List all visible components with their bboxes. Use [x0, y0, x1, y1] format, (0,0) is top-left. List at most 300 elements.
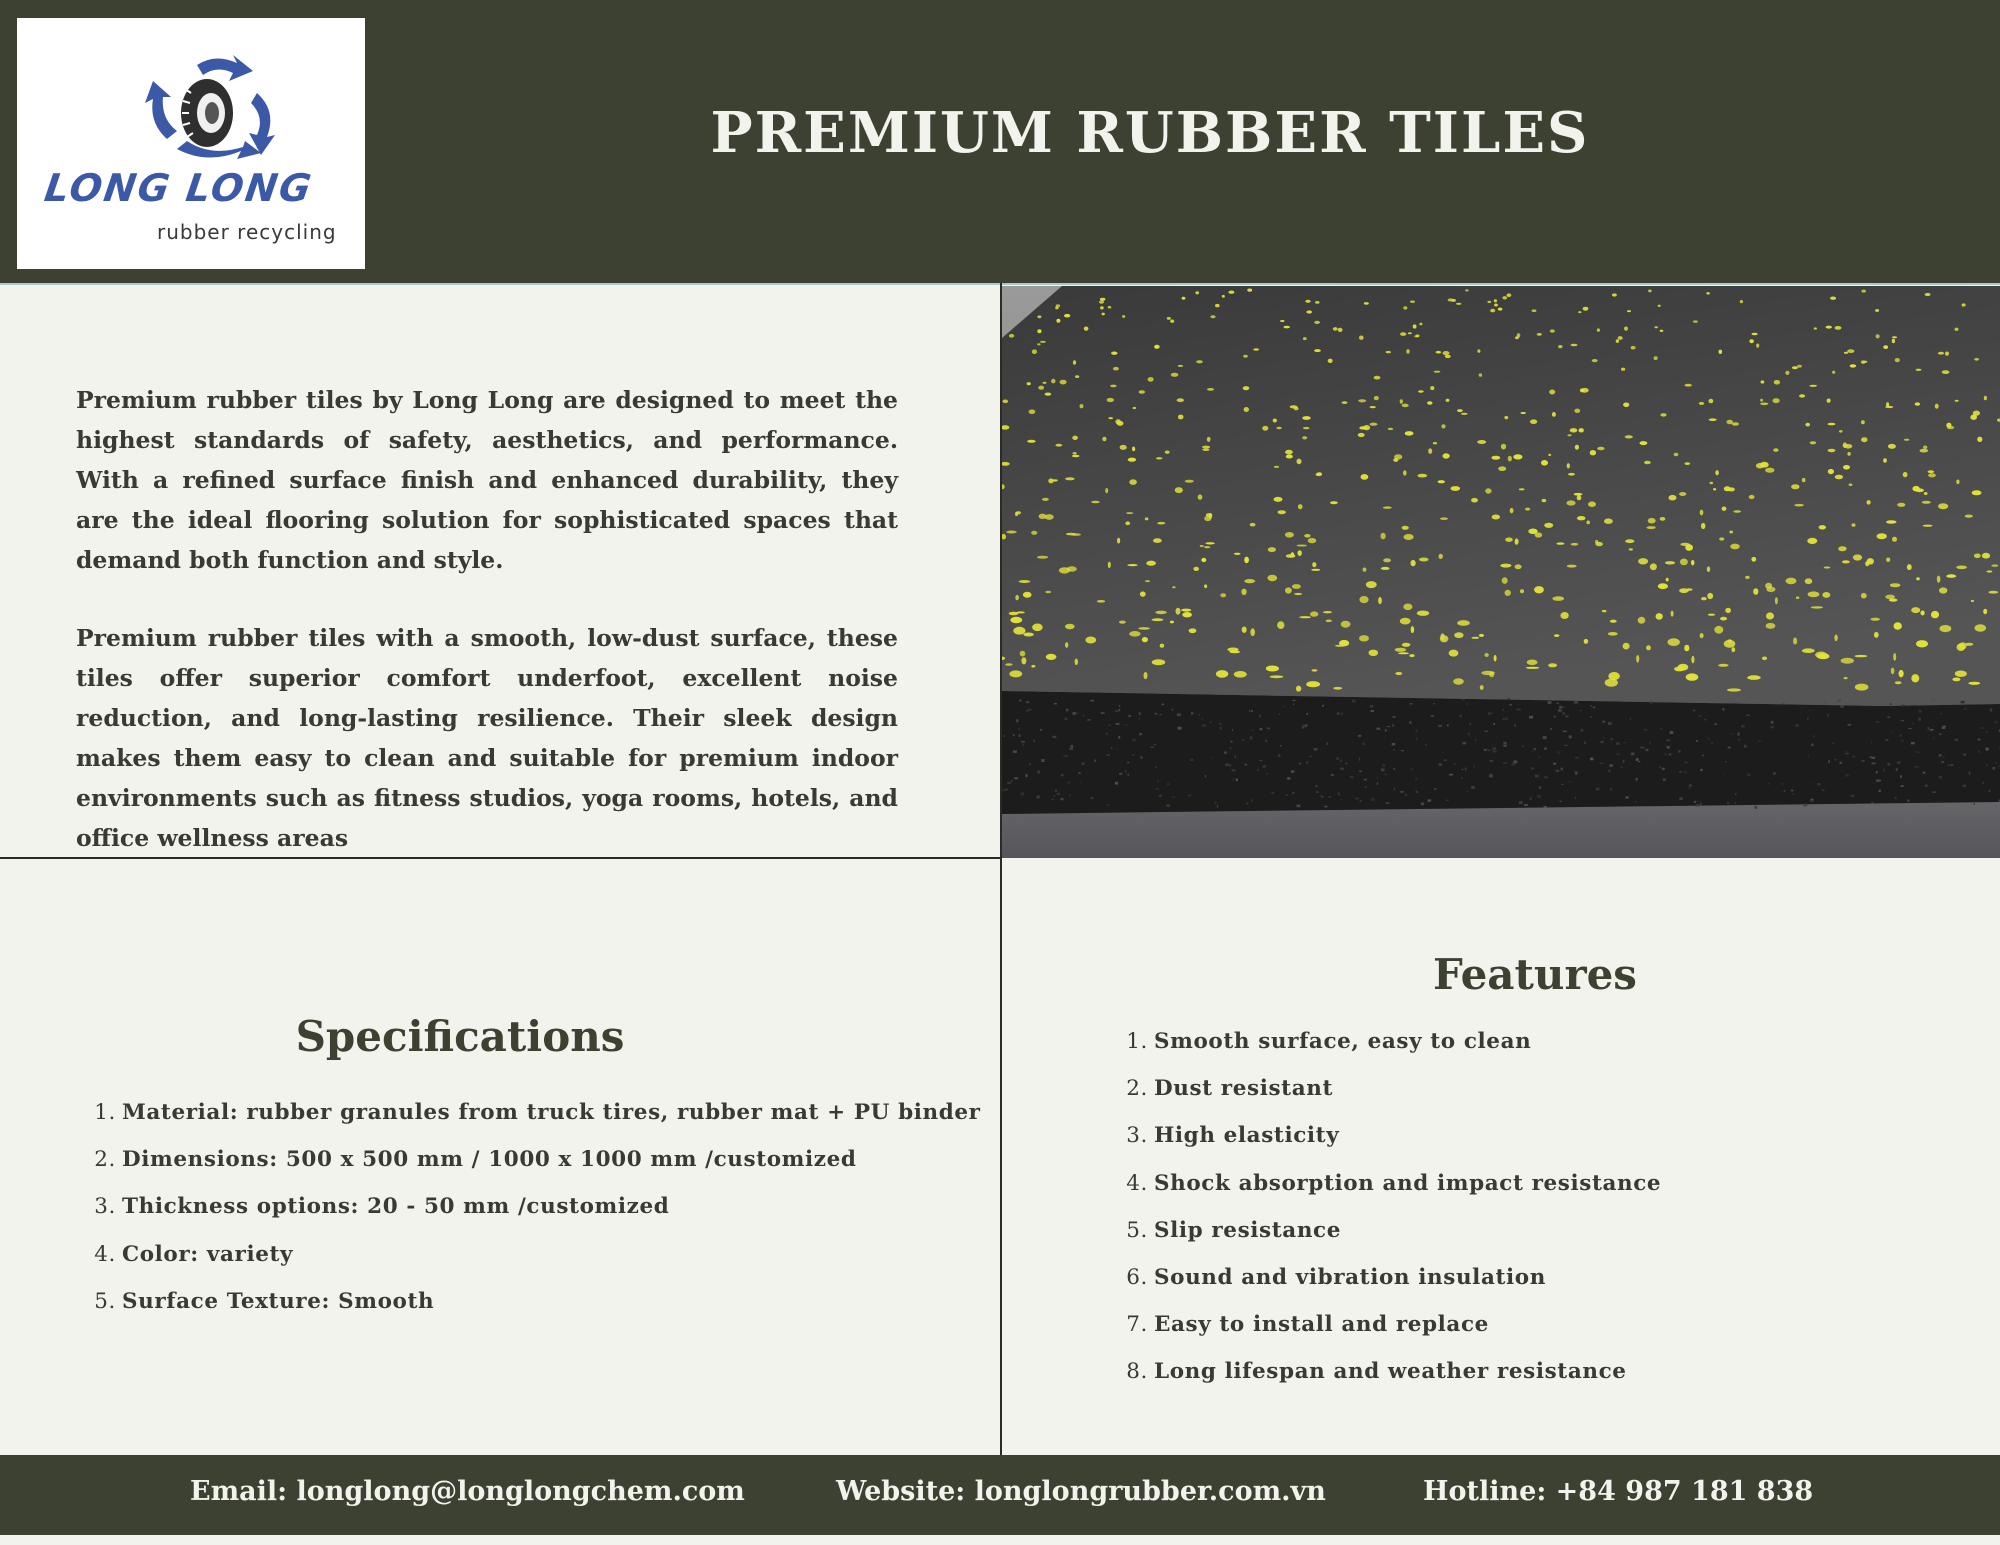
rubber-granule [1558, 709, 1562, 711]
rubber-granule [1359, 758, 1360, 761]
tile-speckle [1807, 538, 1817, 544]
tile-speckle [1484, 653, 1488, 657]
list-item [92, 1242, 992, 1289]
tile-speckle [1648, 518, 1656, 524]
tile-speckle [1102, 437, 1106, 442]
tile-speckle [1631, 346, 1636, 350]
list-number: 5. [1126, 1217, 1148, 1243]
rubber-granule [1969, 772, 1971, 775]
rubber-granule [1279, 714, 1280, 715]
rubber-granule [1307, 713, 1308, 715]
tile-speckle [1374, 376, 1381, 380]
tile-speckle [1409, 654, 1414, 657]
tile-speckle [1709, 418, 1717, 421]
rubber-granule [1845, 751, 1847, 752]
tile-speckle [1366, 581, 1377, 588]
tile-speckle [1722, 507, 1727, 511]
tile-speckle [1805, 578, 1813, 584]
rubber-granule [1796, 724, 1799, 726]
rubber-granule [1189, 794, 1193, 796]
rubber-granule [1340, 760, 1342, 762]
tile-speckle [1855, 684, 1869, 691]
rubber-granule [1314, 748, 1318, 751]
tile-speckle [1107, 398, 1114, 402]
tile-speckle [1685, 462, 1691, 465]
rubber-granule [1918, 752, 1921, 753]
rubber-granule [1560, 801, 1563, 803]
rubber-granule [1925, 785, 1928, 788]
list-item [1124, 1312, 1984, 1359]
list-number: 3. [94, 1194, 116, 1220]
tile-speckle [1154, 345, 1160, 349]
rubber-granule [1107, 804, 1110, 806]
tile-speckle [1140, 591, 1146, 596]
tile-speckle [1200, 545, 1204, 547]
tile-speckle [1720, 617, 1727, 621]
rubber-granule [1755, 806, 1758, 809]
tile-speckle [1358, 433, 1365, 437]
tile-speckle [1419, 558, 1429, 562]
rubber-granule [1911, 742, 1915, 744]
rubber-granule [1159, 714, 1161, 715]
tile-speckle [1032, 624, 1043, 632]
rubber-granule [1364, 787, 1367, 788]
rubber-granule [1770, 726, 1774, 728]
rubber-granule [1360, 800, 1362, 802]
rubber-granule [1502, 709, 1504, 711]
rubber-granule [1961, 701, 1965, 703]
rubber-granule [1666, 740, 1670, 741]
rubber-granule [1503, 742, 1506, 744]
rubber-granule [1488, 750, 1491, 751]
rubber-granule [1434, 788, 1437, 790]
tile-speckle [1938, 352, 1944, 355]
tile-speckle [1122, 315, 1125, 318]
tile-speckle [1381, 567, 1390, 570]
rubber-granule [1150, 747, 1154, 748]
rubber-granule [1446, 800, 1449, 801]
tile-speckle [1072, 455, 1080, 458]
tile-speckle [1749, 495, 1755, 499]
rubber-granule [1139, 718, 1140, 721]
rubber-granule [1539, 786, 1541, 788]
tile-speckle [1974, 358, 1979, 361]
rubber-granule [1385, 729, 1387, 731]
tile-speckle [1520, 589, 1524, 593]
tile-speckle [1597, 447, 1604, 451]
tile-speckle [1923, 446, 1927, 449]
rubber-granule [1263, 765, 1266, 768]
tile-speckle [1020, 651, 1026, 657]
product-photo [1002, 286, 2000, 858]
intro-text [76, 380, 898, 858]
rubber-granule [1895, 797, 1897, 800]
tile-speckle [1359, 635, 1369, 641]
tile-speckle [1048, 478, 1053, 483]
tile-speckle [1707, 566, 1710, 572]
tile-speckle [1747, 675, 1760, 680]
tile-speckle [1139, 390, 1145, 394]
tile-speckle [1072, 436, 1078, 440]
tile-speckle [1686, 673, 1699, 680]
rubber-granule [1700, 802, 1701, 805]
tile-speckle [1786, 578, 1797, 585]
tile-speckle [1646, 645, 1651, 650]
tile-speckle [1686, 588, 1692, 591]
tile-speckle [1411, 626, 1414, 633]
list-text: Shock absorption and impact resistance [1154, 1170, 1662, 1196]
rubber-granule [1768, 783, 1769, 785]
tile-speckle [1449, 650, 1459, 657]
rubber-granule [1139, 712, 1141, 715]
rubber-granule [1735, 793, 1737, 795]
rubber-granule [1879, 790, 1881, 792]
tile-speckle [1381, 533, 1386, 540]
tile-speckle [1912, 486, 1919, 492]
rubber-granule [1544, 747, 1547, 750]
rubber-granule [1784, 790, 1786, 792]
tile-speckle [1765, 468, 1774, 473]
footer-website-link[interactable]: Website: longlongrubber.com.vn [836, 1476, 1326, 1507]
tile-speckle [1623, 403, 1629, 408]
tile-speckle [1242, 627, 1247, 633]
tile-speckle [1330, 501, 1338, 504]
rubber-granule [1697, 801, 1699, 802]
tile-speckle [1730, 544, 1740, 550]
rubber-granule [1267, 728, 1270, 730]
rubber-granule [1817, 783, 1821, 786]
rubber-granule [1735, 802, 1736, 804]
tile-speckle [1834, 635, 1837, 642]
rubber-granule [1723, 775, 1724, 777]
rubber-granule [1912, 723, 1914, 724]
tile-speckle [1507, 293, 1512, 297]
specifications-list [92, 1100, 992, 1336]
tile-speckle [1986, 570, 1992, 572]
tile-speckle [1146, 561, 1156, 566]
tile-speckle [1177, 398, 1184, 402]
tile-speckle [1335, 645, 1345, 647]
rubber-granule [1744, 745, 1747, 748]
brand-name: LONG LONG [41, 166, 316, 210]
rubber-granule [1210, 722, 1212, 723]
rubber-granule [1689, 784, 1692, 787]
tile-speckle [1623, 643, 1630, 650]
tile-speckle [1032, 349, 1037, 354]
tile-speckle [1274, 466, 1279, 468]
rubber-granule [1489, 712, 1493, 715]
tile-speckle [1827, 399, 1831, 403]
rubber-granule [1915, 751, 1917, 753]
rubber-granule [1235, 756, 1236, 759]
tile-speckle [1567, 463, 1570, 468]
rubber-granule [1034, 740, 1035, 743]
rubber-granule [1340, 768, 1344, 770]
rubber-granule [1852, 755, 1855, 758]
tile-speckle [1042, 498, 1049, 501]
tile-speckle [1065, 624, 1075, 630]
tile-speckle [1668, 638, 1680, 646]
column-divider [1000, 283, 1002, 1455]
tile-speckle [1195, 291, 1199, 294]
tile-speckle [1760, 403, 1768, 406]
rubber-granule [1057, 793, 1061, 795]
rubber-granule [1331, 774, 1334, 776]
tile-speckle [1875, 309, 1879, 312]
rubber-granule [1447, 724, 1449, 726]
rubber-granule [1508, 698, 1510, 700]
footer-email-link[interactable]: Email: longlong@longlongchem.com [190, 1476, 745, 1507]
tile-speckle [1982, 553, 1990, 559]
tile-speckle [1064, 314, 1070, 318]
rubber-granule [1205, 775, 1206, 777]
tile-speckle [1674, 453, 1679, 457]
tile-speckle [1596, 542, 1603, 546]
rubber-granule [1828, 760, 1830, 763]
tile-speckle [1907, 564, 1912, 570]
tile-speckle [1298, 504, 1303, 509]
rubber-granule [1355, 798, 1359, 799]
rubber-granule [1371, 798, 1375, 801]
tile-speckle [1709, 399, 1714, 404]
tile-speckle [1749, 339, 1753, 343]
rubber-granule [1139, 733, 1142, 735]
rubber-granule [1202, 724, 1206, 727]
tile-speckle [1304, 534, 1310, 538]
rubber-granule [1636, 758, 1639, 761]
tile-speckle [1492, 515, 1500, 520]
rubber-granule [1082, 763, 1085, 765]
rubber-granule [1410, 768, 1414, 770]
tile-speckle [1359, 426, 1367, 429]
rubber-granule [1636, 778, 1638, 781]
tile-speckle [1410, 301, 1415, 303]
tile-speckle [1850, 364, 1856, 367]
intro-paragraph: Premium rubber tiles with a smooth, low-dust surface, these tiles offer superior comfort underfoot, excellent noise reduction, and long-lasting resilience. Their sleek design makes them easy to clean and suitable for premium indoor environments such as fitness studios, yoga rooms, hotels, and office wellness areas [76, 624, 898, 852]
rubber-granule [1072, 712, 1076, 715]
rubber-granule [1758, 740, 1761, 742]
tile-speckle [1005, 663, 1012, 666]
tile-speckle [1311, 569, 1320, 571]
rubber-granule [1700, 769, 1703, 771]
tile-speckle [1479, 373, 1482, 376]
rubber-granule [1118, 709, 1120, 711]
tile-speckle [1745, 576, 1749, 579]
tile-speckle [1294, 593, 1302, 595]
rubber-granule [1544, 806, 1547, 808]
rubber-granule [1425, 744, 1427, 746]
tile-speckle [1810, 441, 1816, 444]
tile-speckle [1138, 627, 1150, 630]
rubber-granule [1669, 753, 1672, 755]
tile-speckle [1457, 409, 1463, 412]
tile-speckle [1844, 677, 1848, 679]
rubber-granule [1711, 742, 1712, 743]
tile-speckle [1065, 477, 1075, 480]
tile-speckle [1794, 504, 1804, 507]
rubber-granule [1837, 700, 1841, 702]
tile-speckle [1646, 526, 1655, 529]
rubber-granule [1667, 746, 1670, 749]
tile-speckle [1471, 637, 1479, 639]
rubber-granule [1094, 760, 1096, 762]
tile-speckle [1891, 668, 1895, 675]
tile-speckle [1127, 564, 1138, 566]
rubber-granule [1322, 705, 1324, 707]
tile-speckle [1312, 669, 1318, 671]
rubber-granule [1840, 705, 1844, 708]
tile-speckle [1314, 349, 1321, 352]
rubber-granule [1118, 736, 1120, 739]
tile-speckle [1494, 655, 1497, 662]
tile-speckle [1273, 419, 1277, 423]
rubber-granule [1990, 709, 1993, 712]
tile-speckle [1685, 384, 1692, 387]
rubber-granule [1696, 804, 1700, 806]
tile-speckle [1550, 329, 1555, 332]
rubber-granule [1839, 762, 1841, 765]
tile-speckle [1636, 655, 1639, 663]
rubber-granule [1280, 745, 1282, 746]
tile-speckle [1895, 358, 1900, 362]
rubber-granule [1065, 718, 1068, 721]
rubber-granule [1306, 761, 1308, 764]
tile-speckle [1285, 450, 1293, 455]
rubber-granule [1431, 715, 1435, 717]
tile-speckle [1586, 521, 1590, 525]
tile-speckle [1665, 561, 1675, 564]
rubber-granule [1862, 760, 1865, 761]
rubber-granule [1021, 793, 1024, 796]
rubber-granule [1381, 768, 1385, 771]
rubber-granule [1066, 709, 1069, 712]
tile-speckle [1479, 634, 1484, 637]
tile-speckle [1579, 428, 1584, 432]
tile-speckle [1558, 345, 1562, 348]
tile-speckle [1416, 334, 1420, 337]
rubber-granule [1278, 755, 1280, 757]
tile-speckle [1955, 671, 1967, 677]
tile-speckle [1942, 370, 1950, 374]
tile-speckle [1956, 566, 1967, 570]
tile-speckle [1940, 625, 1952, 632]
tile-speckle [1111, 352, 1117, 355]
tile-speckle [1176, 608, 1181, 615]
rubber-granule [1299, 763, 1301, 765]
tile-speckle [1440, 517, 1448, 520]
tile-speckle [1222, 295, 1225, 298]
rubber-granule [1963, 785, 1967, 788]
tile-speckle [1016, 511, 1021, 514]
rubber-granule [1037, 796, 1040, 799]
rubber-granule [1590, 705, 1592, 706]
brand-logo[interactable] [17, 18, 365, 269]
tile-speckle [1899, 670, 1904, 677]
tile-speckle [1832, 371, 1835, 374]
tile-speckle [1009, 334, 1014, 338]
tile-speckle [1847, 452, 1850, 456]
tile-speckle [1915, 402, 1920, 405]
rubber-granule [1468, 733, 1470, 735]
rubber-granule [1116, 749, 1118, 750]
rubber-granule [1876, 771, 1878, 773]
tile-speckle [1113, 367, 1119, 371]
tile-speckle [1333, 687, 1342, 690]
tile-speckle [1814, 327, 1817, 329]
rubber-granule [1531, 751, 1534, 752]
list-item [92, 1147, 992, 1194]
rubber-granule [1556, 770, 1559, 772]
tile-speckle [1700, 633, 1704, 638]
tile-speckle [1578, 311, 1581, 313]
rubber-granule [1707, 738, 1710, 740]
tile-speckle [1498, 466, 1506, 471]
rubber-granule [1292, 700, 1295, 701]
rubber-granule [1492, 747, 1496, 749]
tile-speckle [1515, 538, 1519, 544]
rubber-granule [1524, 804, 1528, 806]
tile-speckle [1756, 463, 1764, 469]
rubber-granule [1891, 731, 1892, 733]
rubber-granule [1245, 764, 1247, 766]
tile-speckle [1541, 460, 1548, 466]
rubber-granule [1068, 782, 1070, 784]
rubber-granule [1157, 781, 1159, 782]
rubber-granule [1646, 749, 1649, 752]
tile-speckle [1039, 514, 1047, 519]
rubber-granule [1463, 742, 1467, 745]
tile-speckle [1517, 333, 1521, 337]
rubber-granule [1670, 731, 1674, 734]
rubber-granule [1986, 748, 1989, 751]
rubber-granule [1128, 773, 1129, 776]
list-text: Smooth surface, easy to clean [1154, 1029, 1532, 1054]
tile-speckle [1616, 339, 1619, 343]
tile-speckle [1791, 484, 1799, 489]
tile-speckle [1361, 474, 1369, 480]
tile-speckle [1323, 611, 1332, 613]
rubber-granule [1890, 704, 1892, 705]
rubber-granule [1610, 788, 1612, 790]
rubber-granule [1883, 769, 1885, 772]
rubber-granule [1029, 709, 1032, 711]
rubber-granule [1061, 774, 1064, 776]
tile-speckle [1278, 510, 1286, 514]
rubber-granule [1316, 785, 1318, 787]
footer-hotline[interactable]: Hotline: +84 987 181 838 [1423, 1476, 1814, 1507]
tile-speckle [1338, 328, 1343, 332]
tile-speckle [1519, 488, 1525, 490]
tile-speckle [1189, 628, 1197, 633]
rubber-granule [1316, 791, 1319, 792]
tile-speckle [1965, 515, 1973, 518]
tile-speckle [1243, 355, 1248, 358]
rubber-granule [1679, 771, 1682, 773]
tile-speckle [1922, 501, 1931, 504]
tile-speckle [1244, 407, 1249, 412]
tile-speckle [1253, 348, 1259, 350]
rubber-granule [1737, 733, 1739, 736]
tile-speckle [1402, 643, 1411, 647]
rubber-granule [1443, 752, 1444, 753]
rubber-granule [1037, 771, 1040, 774]
rubber-granule [1939, 776, 1942, 779]
rubber-granule [1337, 713, 1340, 715]
tile-speckle [1828, 449, 1836, 452]
tile-speckle [1453, 678, 1464, 684]
rubber-granule [1384, 774, 1388, 775]
rubber-granule [1834, 759, 1836, 761]
